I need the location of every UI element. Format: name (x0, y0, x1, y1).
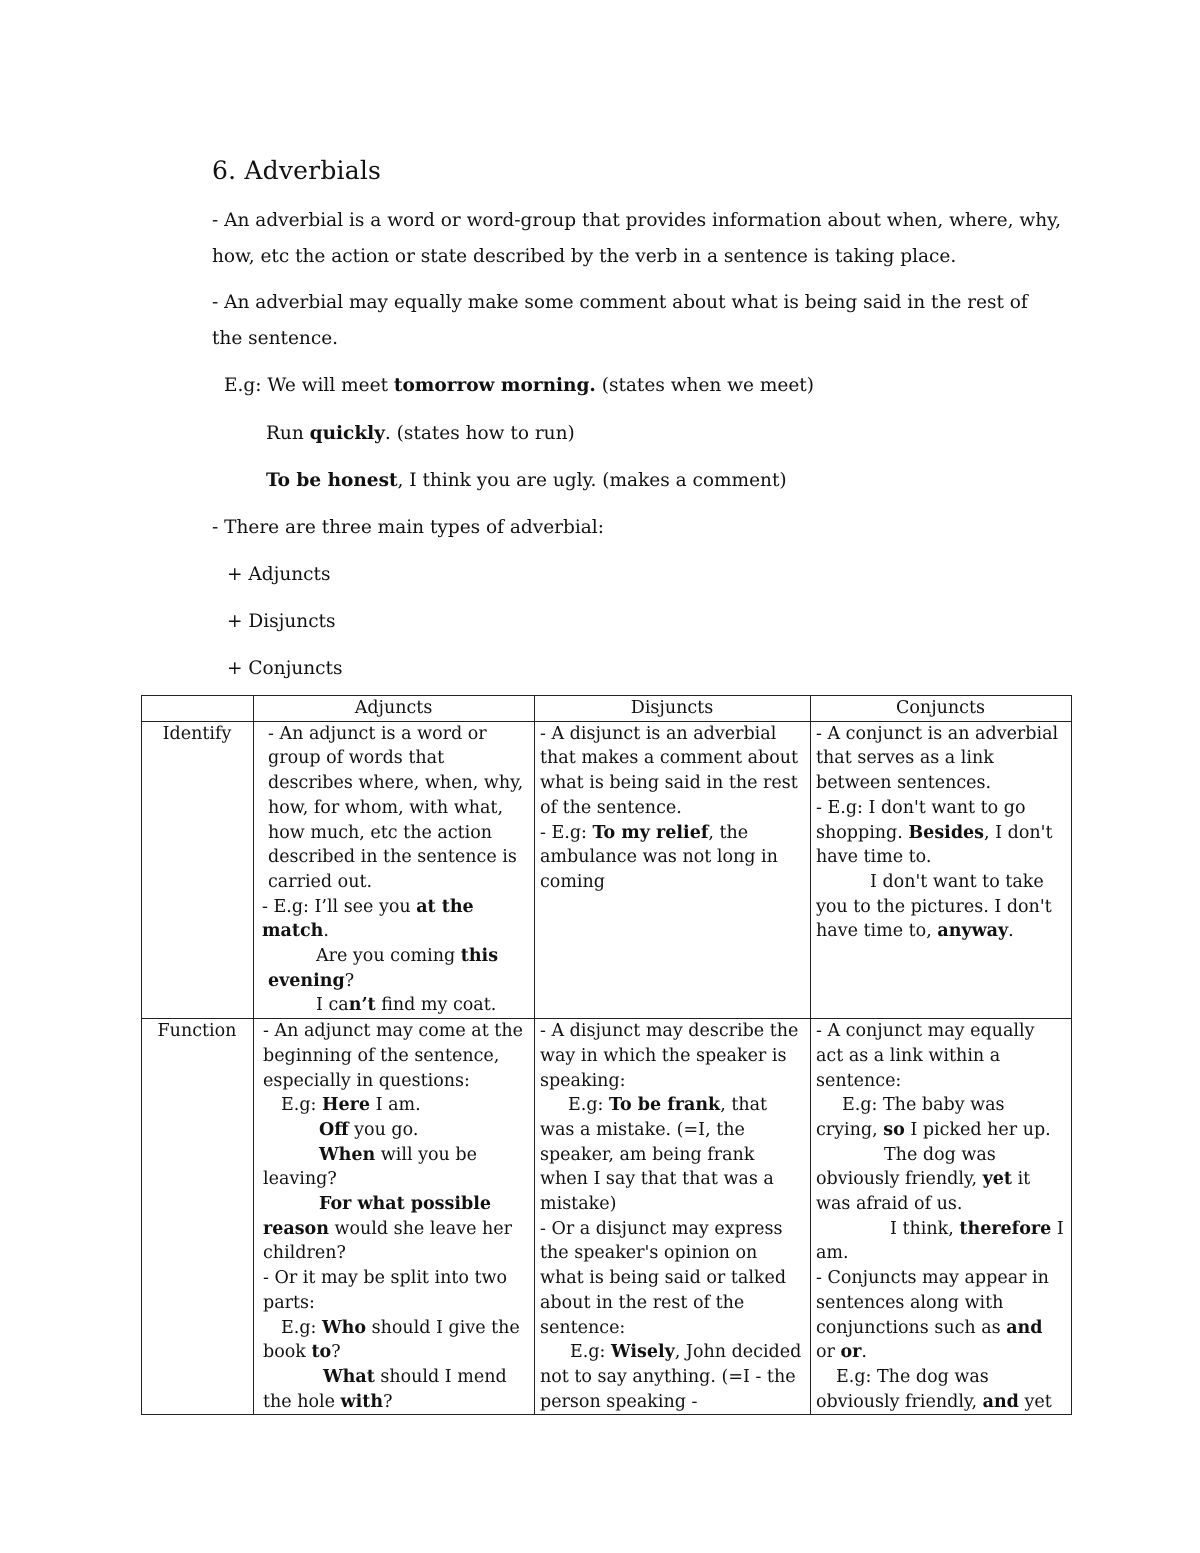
header-conjuncts: Conjuncts (811, 696, 1072, 722)
identify-adjuncts-cell: - An adjunct is a word or group of words that describes where, when, why, how, for whom, with what, how much, etc the action described in the sentence is carried out. - E.g: I’ll see you at the match. Are you coming this evening? I can’t find my coat. (254, 721, 535, 1018)
types-intro: - There are three main types of adverbial: (212, 517, 604, 538)
row-label-function: Function (142, 1019, 254, 1415)
function-conjuncts-cell: - A conjunct may equally act as a link within a sentence: E.g: The baby was crying, so I picked her up. The dog was obviously friendly, yet it was afraid of us. I think, therefore I am. - Conjuncts may appear in sentences along with conjunctions such as and or or. E.g: The dog was obviously friendly, and yet (811, 1019, 1072, 1415)
identify-disjuncts-cell: - A disjunct is an adverbial that makes a comment about what is being said in the rest of the sentence. - E.g: To my relief, the ambulance was not long in coming (535, 721, 811, 1018)
table-row-function (142, 1019, 1072, 1415)
function-adjuncts-cell: - An adjunct may come at the beginning of the sentence, especially in questions: E.g: Here I am. Off you go. When will you be leaving? For what possible reason would she leave her children? - Or it may be split into two parts: E.g: Who should I give the book to? What should I mend the hole with? (254, 1019, 535, 1415)
section-heading: 6. Adverbials (212, 156, 382, 185)
intro-paragraph-1: - An adverbial is a word or word-group that provides information about when, where, why, how, etc the action or state described by the verb in a sentence is taking place. (212, 210, 1062, 267)
type-item-conjuncts: + Conjuncts (227, 658, 343, 679)
example-line-3: To be honest, I think you are ugly. (makes a comment) (266, 470, 787, 491)
adverbials-table (141, 695, 1072, 1415)
table-header-row (142, 696, 1072, 722)
identify-conjuncts-cell: - A conjunct is an adverbial that serves as a link between sentences. - E.g: I don't want to go shopping. Besides, I don't have time to. I don't want to take you to the pictures. I don't have time to, anyway. (811, 721, 1072, 1018)
header-adjuncts: Adjuncts (254, 696, 535, 722)
example-line-1: E.g: We will meet tomorrow morning. (states when we meet) (224, 375, 814, 396)
row-label-identify: Identify (142, 721, 254, 1018)
function-disjuncts-cell: - A disjunct may describe the way in which the speaker is speaking: E.g: To be frank, that was a mistake. (=I, the speaker, am being frank when I say that that was a mistake) - Or a disjunct may express the speaker's opinion on what is being said or talked about in the rest of the sentence: E.g: Wisely, John decided not to say anything. (=I - the person speaking - (535, 1019, 811, 1415)
header-disjuncts: Disjuncts (535, 696, 811, 722)
table-row-identify (142, 721, 1072, 1018)
example-line-2: Run quickly. (states how to run) (266, 423, 575, 444)
intro-paragraph-2: - An adverbial may equally make some comment about what is being said in the rest of the sentence. (212, 292, 1028, 349)
type-item-disjuncts: + Disjuncts (227, 611, 336, 632)
header-empty-cell (142, 696, 254, 722)
type-item-adjuncts: + Adjuncts (227, 564, 331, 585)
